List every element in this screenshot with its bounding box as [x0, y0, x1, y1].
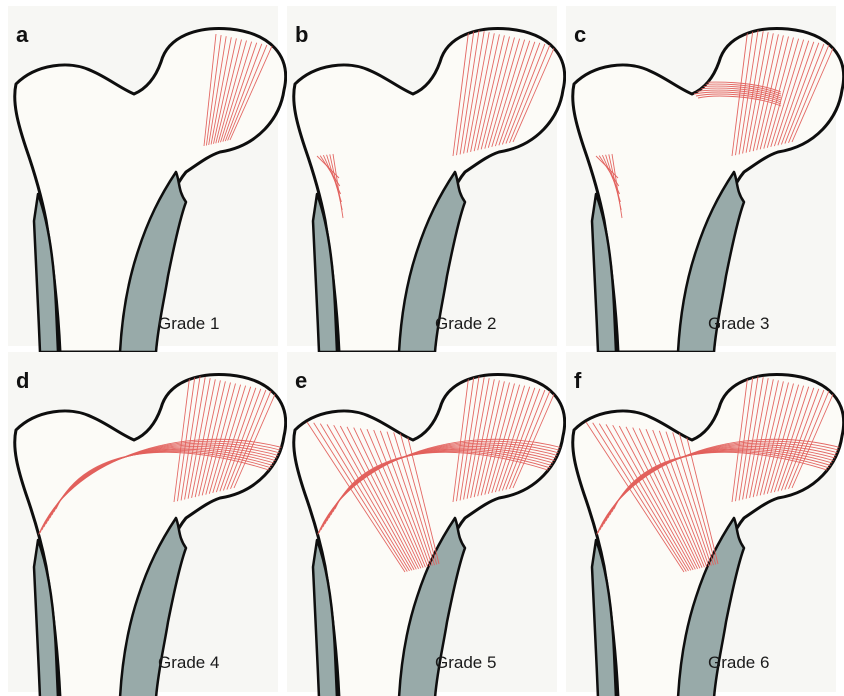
panel-d [8, 352, 286, 696]
grade-label: Grade 4 [158, 653, 220, 672]
panel-c [566, 6, 844, 352]
panel-letter: e [295, 368, 308, 393]
grade-label: Grade 3 [708, 314, 770, 333]
panel-letter: d [16, 368, 30, 393]
grade-label: Grade 6 [708, 653, 770, 672]
panel-letter: a [16, 22, 29, 47]
panel-e [287, 352, 565, 696]
panel-a [8, 6, 286, 352]
panel-f [566, 352, 844, 696]
panel-letter: c [574, 22, 587, 47]
panel-b [287, 6, 565, 352]
grade-label: Grade 1 [158, 314, 220, 333]
panel-letter: b [295, 22, 309, 47]
grade-label: Grade 2 [435, 314, 497, 333]
panel-letter: f [574, 368, 582, 393]
grade-label: Grade 5 [435, 653, 497, 672]
